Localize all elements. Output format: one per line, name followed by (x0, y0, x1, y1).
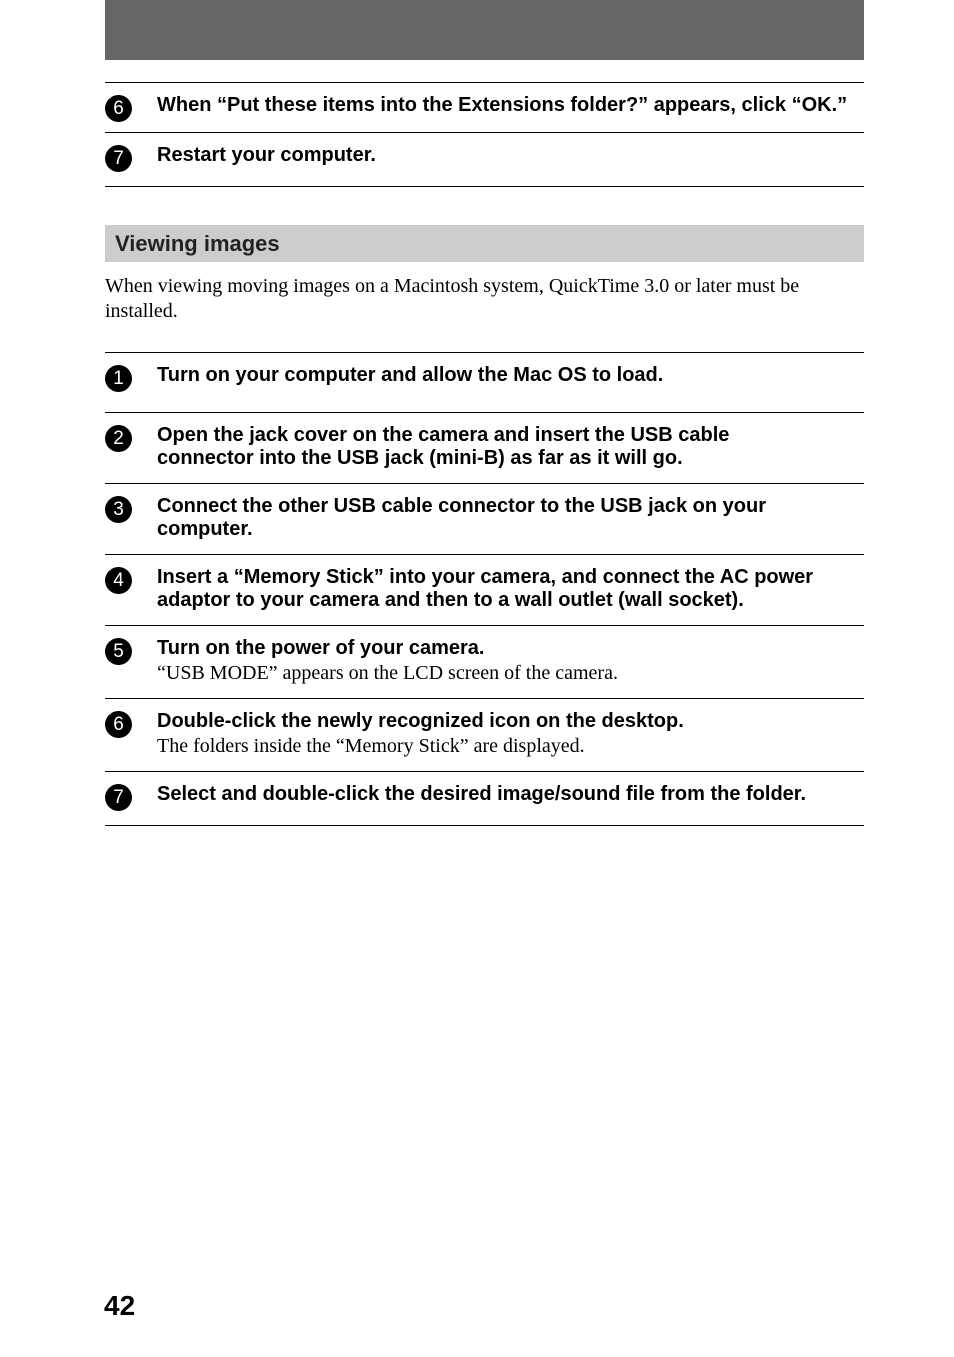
step-title: Restart your computer. (157, 144, 376, 166)
header-bar (105, 0, 864, 60)
step-6 (105, 698, 864, 771)
step-note: “USB MODE” appears on the LCD screen of the camera. (157, 662, 618, 684)
step-number-badge: 2 (105, 425, 132, 452)
step-prev-7 (105, 132, 864, 187)
step-title: Select and double-click the desired image/sound file from the folder. (157, 783, 807, 805)
step-number-badge: 1 (105, 365, 132, 392)
page-number: 42 (104, 1290, 136, 1321)
step-title: Turn on your computer and allow the Mac OS to load. (157, 364, 664, 386)
step-2 (105, 412, 864, 483)
step-title: Connect the other USB cable connector to the USB jack on your computer. (157, 495, 766, 540)
step-number-badge: 5 (105, 638, 132, 665)
step-prev-6 (105, 82, 864, 132)
step-number-badge: 4 (105, 567, 132, 594)
step-5 (105, 625, 864, 698)
step-number-badge: 7 (105, 145, 132, 172)
step-title: Open the jack cover on the camera and insert the USB cable connector into the USB jack (mini-B) as far as it will go. (157, 424, 730, 469)
step-number-badge: 3 (105, 496, 132, 523)
step-number-badge: 7 (105, 784, 132, 811)
page-content (105, 82, 864, 826)
step-4 (105, 554, 864, 625)
step-title: Double-click the newly recognized icon on the desktop. (157, 710, 684, 732)
step-number-badge: 6 (105, 711, 132, 738)
step-title: Insert a “Memory Stick” into your camera, and connect the AC power adaptor to your camera and then to a wall outlet (wall socket). (157, 566, 814, 611)
step-number-badge: 6 (105, 95, 132, 122)
section-intro: When viewing moving images on a Macintosh system, QuickTime 3.0 or later must be installed. (105, 275, 800, 322)
step-1 (105, 352, 864, 412)
step-title: Turn on the power of your camera. (157, 637, 485, 659)
section-heading: Viewing images (105, 225, 864, 262)
step-3 (105, 483, 864, 554)
step-title: When “Put these items into the Extensions folder?” appears, click “OK.” (157, 94, 848, 116)
step-note: The folders inside the “Memory Stick” are displayed. (157, 735, 585, 757)
step-7 (105, 771, 864, 826)
